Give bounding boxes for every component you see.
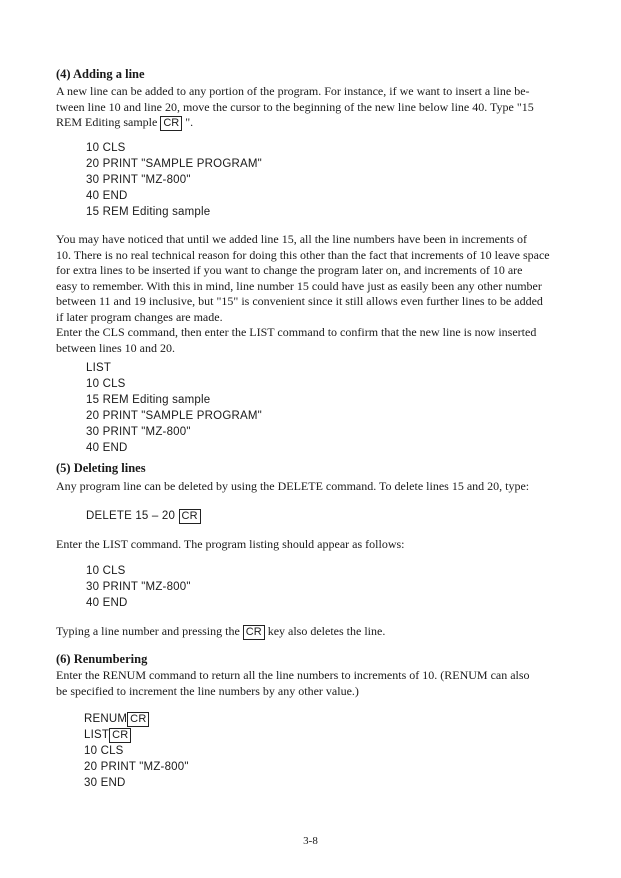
text-fragment: Typing a line number and pressing the [56, 624, 243, 638]
code-listing-1 [86, 140, 262, 220]
code-line: 10 CLS [84, 745, 124, 757]
text-line: tween line 10 and line 20, move the cursor to the beginning of the new line below line 40. Type "15 [56, 99, 534, 114]
code-line: 30 PRINT "MZ-800" [86, 581, 191, 593]
code-line: 20 PRINT "SAMPLE PROGRAM" [86, 158, 262, 170]
text-fragment: REM Editing sample [56, 115, 161, 129]
paragraph-renum [56, 668, 556, 699]
text-fragment: key also deletes the line. [264, 624, 386, 638]
text-line: be specified to increment the line numbers by any other value.) [56, 683, 359, 698]
section-heading-adding-line: (4) Adding a line [56, 67, 145, 81]
paragraph-cr-deletes [56, 624, 556, 640]
code-delete-command [86, 508, 201, 524]
code-listing-2 [86, 360, 262, 456]
cr-key-icon: CR [109, 728, 131, 743]
code-line: 20 PRINT "MZ-800" [84, 761, 189, 773]
code-line: 10 CLS [86, 565, 126, 577]
paragraph-adding-line [56, 84, 556, 131]
page-number: 3-8 [303, 835, 318, 847]
cr-key-icon: CR [127, 712, 149, 727]
code-line: 40 END [86, 442, 128, 454]
code-line: 10 CLS [86, 142, 126, 154]
cr-key-icon: CR [179, 509, 201, 524]
code-line: 15 REM Editing sample [86, 206, 211, 218]
code-line: LIST [86, 362, 112, 374]
text-fragment: ". [182, 115, 194, 129]
code-line: 30 PRINT "MZ-800" [86, 174, 191, 186]
code-line [84, 727, 189, 743]
text-line: between lines 10 and 20. [56, 340, 175, 355]
paragraph-deleting: Any program line can be deleted by using the DELETE command. To delete lines 15 and 20, type: [56, 479, 530, 493]
code-text: DELETE 15 – 20 [86, 510, 179, 522]
code-listing-4 [84, 711, 189, 791]
code-line: 20 PRINT "SAMPLE PROGRAM" [86, 410, 262, 422]
code-line: 40 END [86, 597, 128, 609]
code-text: LIST [84, 729, 110, 741]
code-line: 40 END [86, 190, 128, 202]
code-line: 15 REM Editing sample [86, 394, 211, 406]
section-heading-deleting-lines: (5) Deleting lines [56, 461, 146, 475]
code-listing-3 [86, 563, 191, 611]
text-line: 10. There is no real technical reason for doing this other than the fact that increments of 10 leave space [56, 247, 550, 262]
text-line: You may have noticed that until we added line 15, all the line numbers have been in increments of [56, 232, 527, 246]
text-line: Enter the RENUM command to return all the line numbers to increments of 10. (RENUM can also [56, 668, 530, 682]
text-line: Enter the CLS command, then enter the LIST command to confirm that the new line is now inserted [56, 325, 537, 339]
code-line: 30 PRINT "MZ-800" [86, 426, 191, 438]
paragraph-list-command: Enter the LIST command. The program listing should appear as follows: [56, 537, 405, 551]
cr-key-icon: CR [243, 625, 265, 640]
code-line: 30 END [84, 777, 126, 789]
section-heading-renumbering: (6) Renumbering [56, 652, 148, 666]
text-line: easy to remember. With this in mind, line number 15 could have just as easily been any other number [56, 278, 542, 293]
cr-key-icon: CR [160, 116, 182, 131]
code-text: RENUM [84, 713, 128, 725]
text-line: for extra lines to be inserted if you want to change the program later on, and increments of 10 are [56, 263, 523, 277]
code-line [84, 711, 189, 727]
text-line: if later program changes are made. [56, 309, 223, 324]
text-line: A new line can be added to any portion of the program. For instance, if we want to insert a line be- [56, 84, 530, 98]
code-line: 10 CLS [86, 378, 126, 390]
text-line [56, 115, 556, 131]
paragraph-increments [56, 232, 556, 356]
text-line: between 11 and 19 inclusive, but "15" is convenient since it still allows even further lines to be added [56, 294, 543, 308]
